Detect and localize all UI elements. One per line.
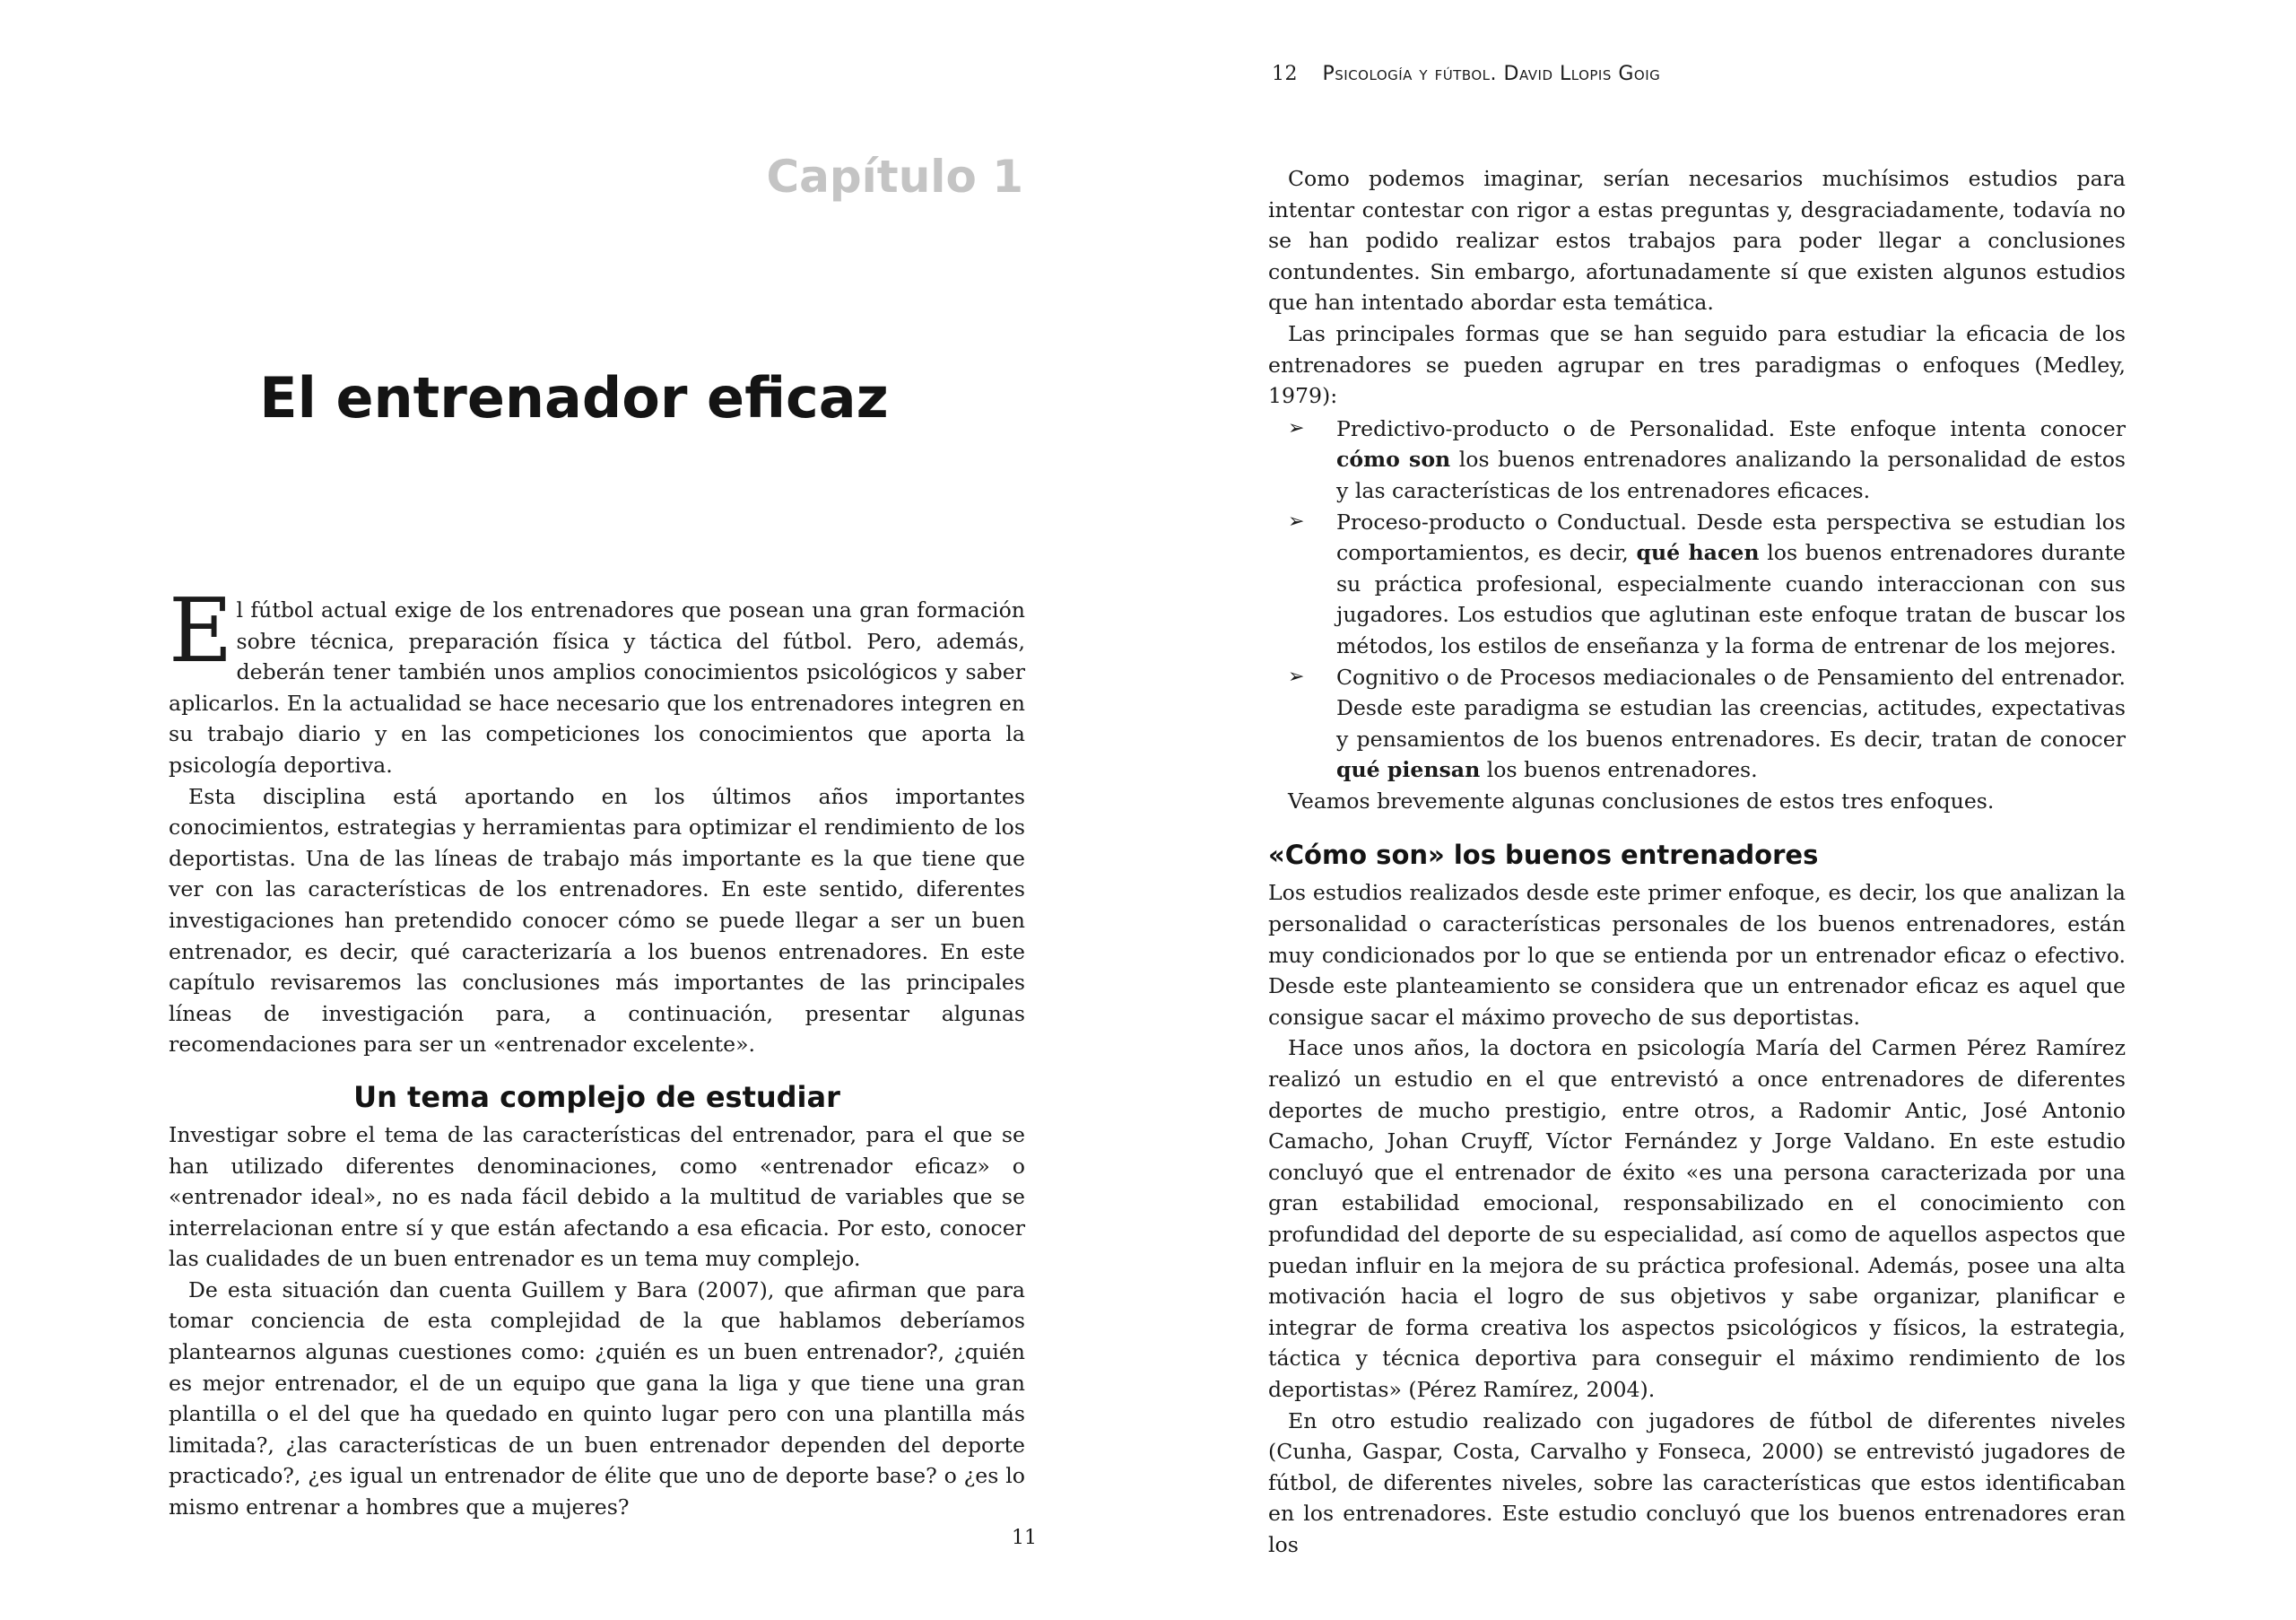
paragraph: Hace unos años, la doctora en psicología María del Carmen Pérez Ramírez realizó un estudio en el que entrevistó a once entrenadores de diferentes deportes de mucho prestigio, entre otros, a Radomir Antic, José Antonio Camacho, Johan Cruyff, Víctor Fernández y Jorge Valdano. En este estudio concluyó que el entrenador de éxito «es una persona caracterizada por una gran estabilidad emocional, responsabilizado en el conocimiento con profundidad del deporte de su especialidad, así como de aquellos aspectos que puedan influir en la mejora de su práctica profesional. Además, posee una alta motivación hacia el logro de sus objetivos y sabe organizar, planificar e integrar de forma creativa los aspectos psicológicos y físicos, la estrategia, táctica y técnica deportiva para conseguir el máximo rendimiento de los deportistas» (Pérez Ramírez, 2004). bbox=[1268, 1035, 2126, 1402]
right-page bbox=[1148, 0, 2296, 1620]
paragraph: Las principales formas que se han seguido para estudiar la eficacia de los entrenadores se pueden agrupar en tres paradigmas o enfoques (Medley, 1979): bbox=[1268, 320, 2126, 409]
paragraph: De esta situación dan cuenta Guillem y Bara (2007), que afirman que para tomar conciencia de esta complejidad de la que hablamos deberíamos plantearnos algunas cuestiones como: ¿quién es un buen entrenador?, ¿quién es mejor entrenador, el de un equipo que gana la liga y que tiene una gran plantilla o el del que ha quedado en quinto lugar pero con una plantilla más limitada?, ¿las características de un buen entrenador dependen del deporte practicado?, ¿es igual un entrenador de élite que uno de deporte base? o ¿es lo mismo entrenar a hombres que a mujeres? bbox=[169, 1276, 1025, 1520]
bold-term: cómo son bbox=[1336, 447, 1451, 473]
arrow-bullet-icon: ➢ bbox=[1288, 416, 1305, 440]
header-title: Psicología y fútbol. David Llopis Goig bbox=[1322, 63, 1661, 85]
bold-term: qué piensan bbox=[1336, 757, 1481, 783]
section-heading: Un tema complejo de estudiar bbox=[353, 1079, 840, 1114]
paragraph: Esta disciplina está aportando en los últimos años importantes conocimientos, estrategias y herramientas para optimizar el rendimiento de los deportistas. Una de las líneas de trabajo más importante es la que tiene que ver con las características de los entrenadores. En este sentido, diferentes investigaciones han pretendido conocer cómo se puede llegar a ser un buen entrenador, es decir, qué caracterizaría a los buenos entrenadores. En este capítulo revisaremos las conclusiones más importantes de las principales líneas de investigación para, a continuación, presentar algunas recomendaciones para ser un «entrenador excelente». bbox=[169, 783, 1025, 1058]
paragraph: Los estudios realizados desde este primer enfoque, es decir, los que analizan la personalidad o características personales de los buenos entrenadores, están muy condicionados por lo que se entienda por un entrenador eficaz o efectivo. Desde este planteamiento se considera que un entrenador eficaz es aquel que consigue sacar el máximo provecho de sus deportistas. bbox=[1268, 880, 2126, 1030]
right-body-text bbox=[1268, 163, 2126, 1561]
page-number: 11 bbox=[1012, 1527, 1037, 1549]
intro-paragraph: El fútbol actual exige de los entrenadores que posean una gran formación sobre técnica, preparación física y táctica del fútbol. Pero, además, deberán tener también unos amplios conocimientos psicológicos y saber aplicarlos. En la actualidad se hace necesario que los entrenadores integren en su trabajo diario y en las competiciones los conocimientos que aporta la psicología deportiva. bbox=[169, 580, 1025, 778]
list-item: ➢ Proceso-producto o Conductual. Desde esta perspectiva se estudian los comportamientos, es decir, qué hacen los buenos entrenadores durante su práctica profesional, especialmente cuando interaccionan con sus jugadores. Los estudios que aglutinan este enfoque tratan de buscar los métodos, los estilos de enseñanza y la forma de entrenar de los mejores. bbox=[1268, 507, 2126, 662]
arrow-bullet-icon: ➢ bbox=[1288, 510, 1305, 533]
bold-term: qué hacen bbox=[1636, 540, 1760, 566]
paragraph: En otro estudio realizado con jugadores de fútbol de diferentes niveles (Cunha, Gaspar, Costa, Carvalho y Fonseca, 2000) se entrevistó jugadores de fútbol, de diferentes niveles, sobre las características que estos identificaban en los entrenadores. Este estudio concluyó que los buenos entrenadores eran los bbox=[1268, 1407, 2126, 1557]
running-header bbox=[1272, 63, 1660, 85]
paragraph: Como podemos imaginar, serían necesarios muchísimos estudios para intentar contestar con rigor a estas preguntas y, desgraciadamente, todavía no se han podido realizar estos trabajos para poder llegar a conclusiones contundentes. Sin embargo, afortunadamente sí que existen algunos estudios que han intentado abordar esta temática. bbox=[1268, 166, 2126, 316]
list-item: ➢ Predictivo-producto o de Personalidad. Este enfoque intenta conocer cómo son los buenos entrenadores analizando la personalidad de estos y las características de los entrenadores eficaces. bbox=[1268, 414, 2126, 507]
left-body-text bbox=[169, 580, 1025, 1523]
list-item: ➢ Cognitivo o de Procesos mediacionales o de Pensamiento del entrenador. Desde este paradigma se estudian las creencias, actitudes, expectativas y pensamientos de los buenos entrenadores. Es decir, tratan de conocer qué piensan los buenos entrenadores. bbox=[1268, 662, 2126, 786]
chapter-label: Capítulo 1 bbox=[766, 151, 1023, 203]
approaches-list bbox=[1268, 414, 2126, 786]
header-page-number: 12 bbox=[1272, 63, 1298, 85]
paragraph: Veamos brevemente algunas conclusiones de estos tres enfoques. bbox=[1288, 788, 1995, 814]
chapter-title: El entrenador eficaz bbox=[259, 365, 889, 431]
paragraph: Investigar sobre el tema de las características del entrenador, para el que se han utilizado diferentes denominaciones, como «entrenador eficaz» o «entrenador ideal», no es nada fácil debido a la multitud de variables que se interrelacionan entre sí y que están afectando a esa eficacia. Por esto, conocer las cualidades de un buen entrenador es un tema muy complejo. bbox=[169, 1121, 1025, 1272]
section-heading: «Cómo son» los buenos entrenadores bbox=[1268, 840, 1819, 871]
arrow-bullet-icon: ➢ bbox=[1288, 665, 1305, 688]
